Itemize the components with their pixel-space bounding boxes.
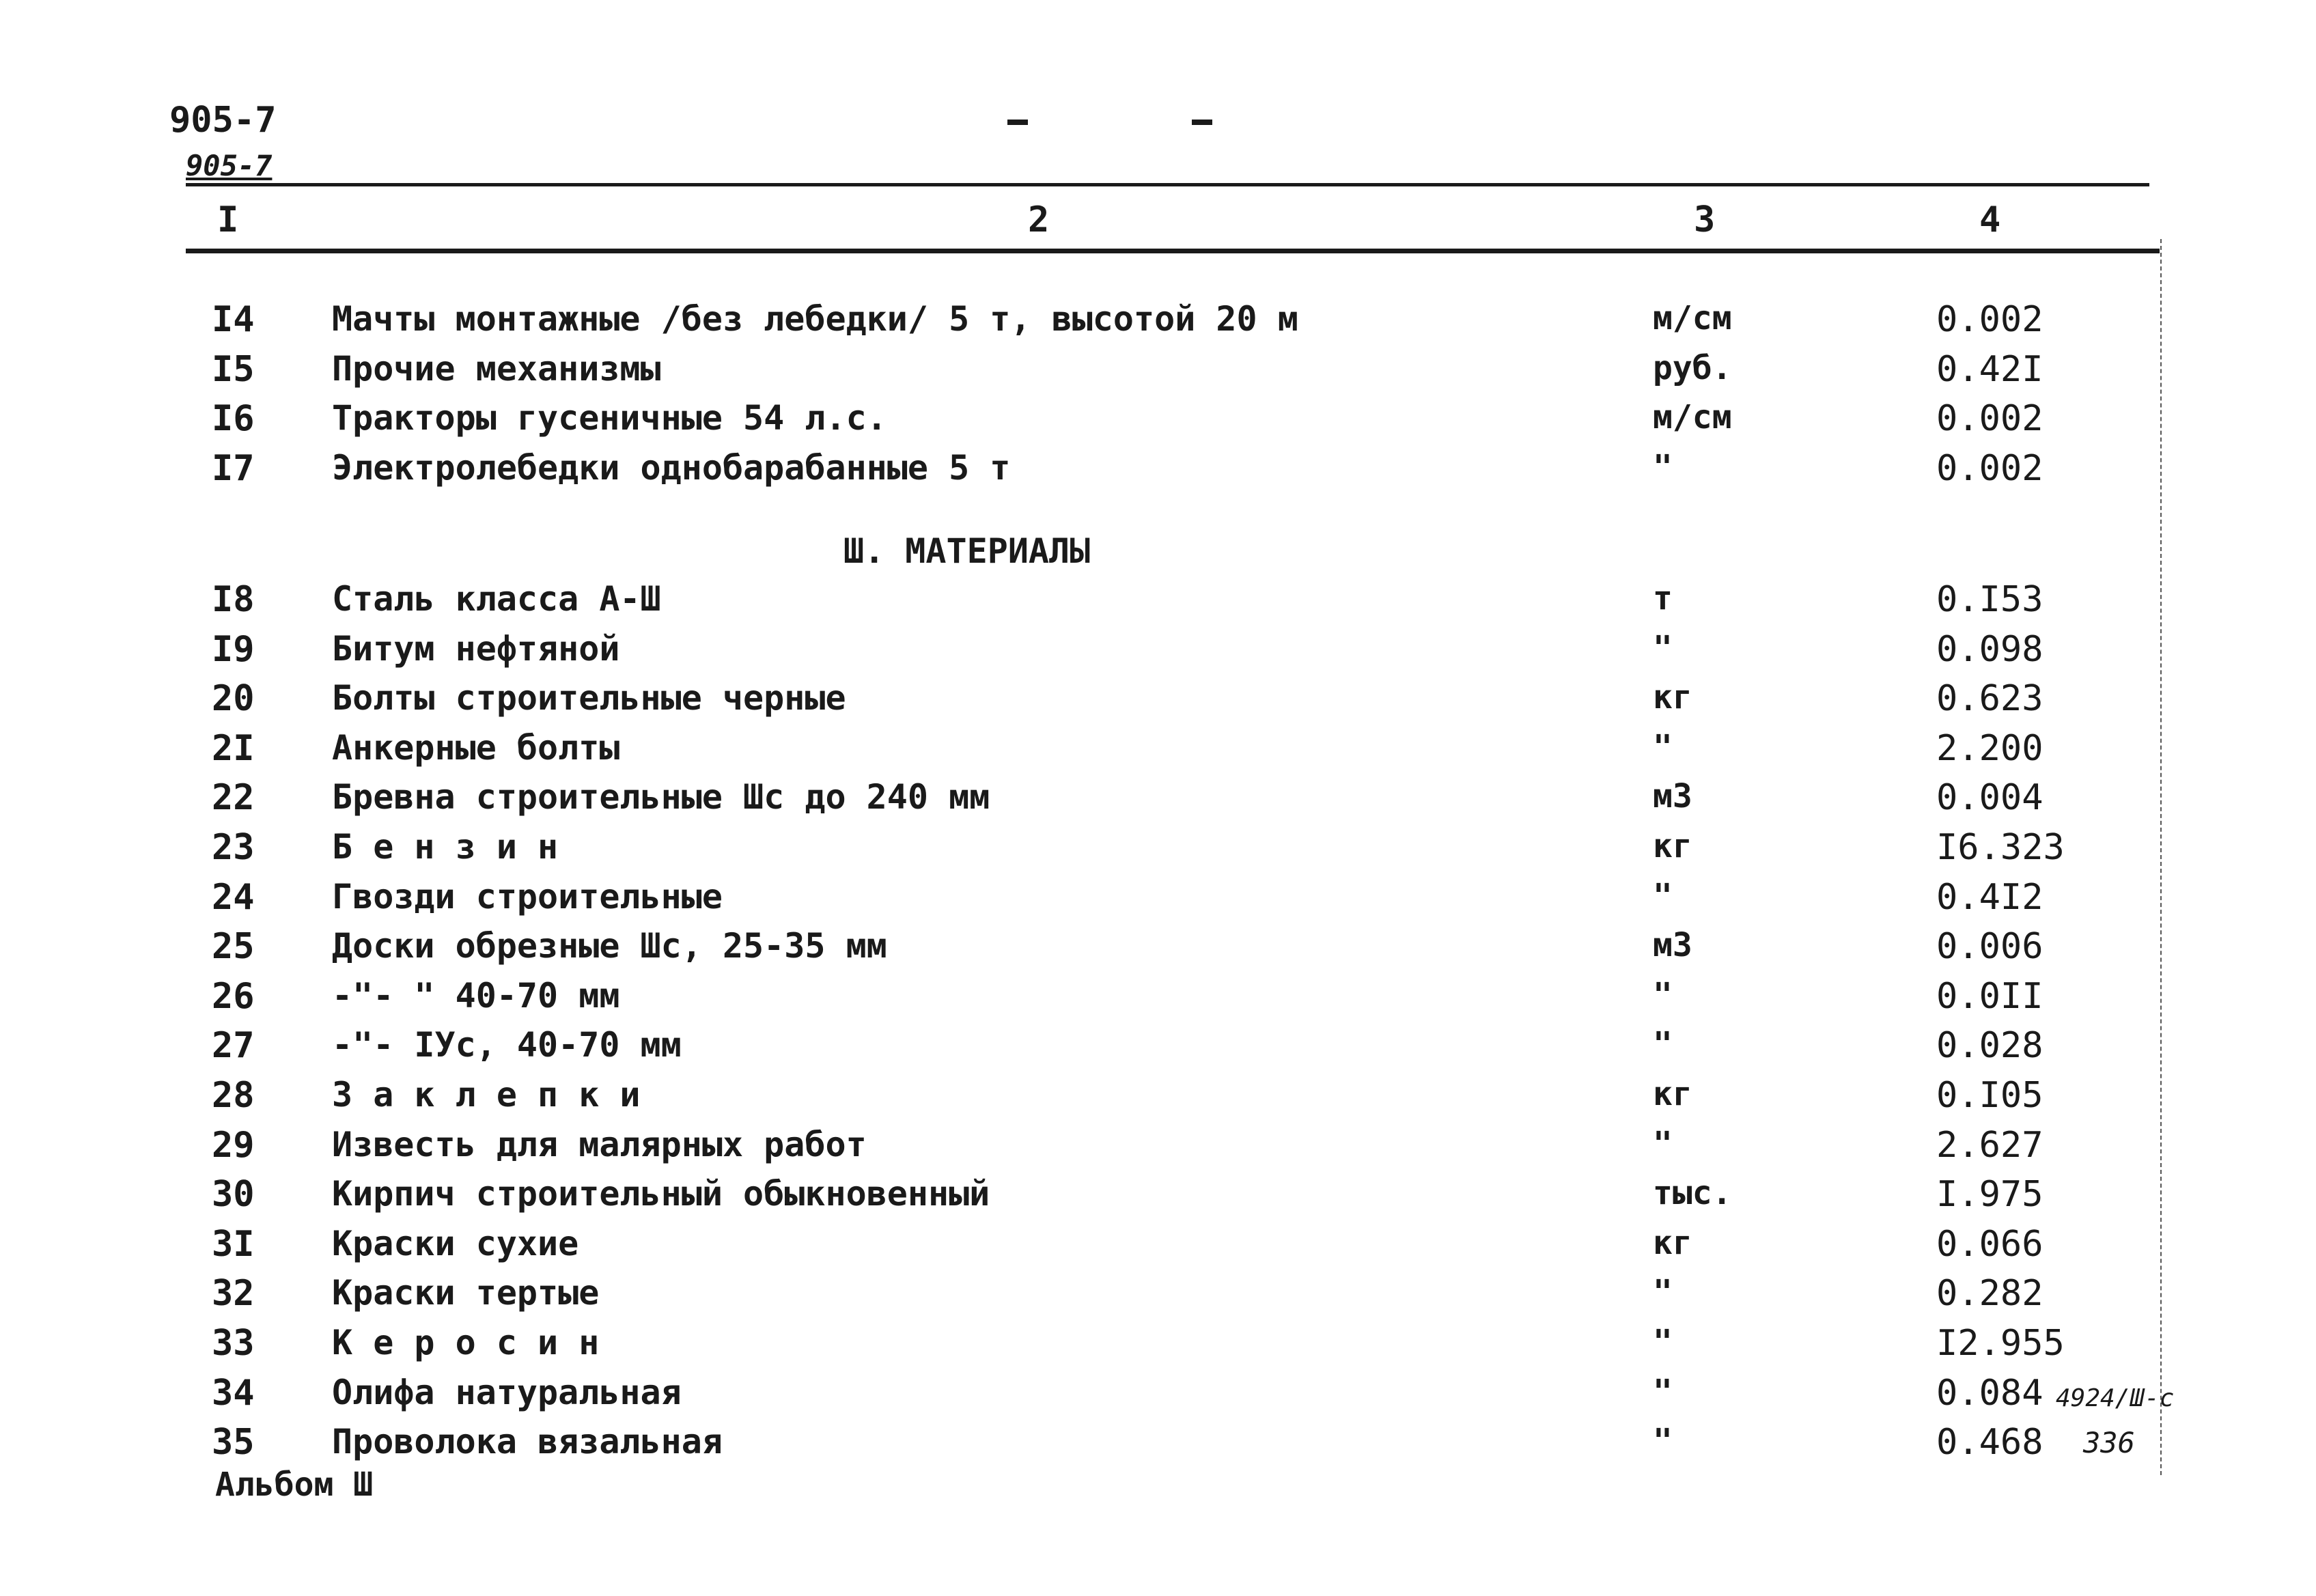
item-quantity: 2.200: [1936, 727, 2043, 769]
row-number: 33: [212, 1323, 255, 1364]
item-unit: кг: [1653, 1075, 1692, 1113]
item-name: Б е н з и н: [332, 827, 559, 867]
item-quantity: 0.006: [1936, 926, 2043, 968]
table-row: [0, 1174, 2316, 1218]
stamp-reference: 4924/Ш-с: [2056, 1384, 2175, 1412]
item-name: З а к л е п к и: [332, 1075, 641, 1115]
item-unit: тыс.: [1653, 1174, 1732, 1213]
album-label: Альбом Ш: [215, 1466, 374, 1504]
table-row: [0, 1422, 2316, 1466]
section-title: Ш. МАТЕРИАЛЫ: [843, 531, 1091, 571]
row-number: 27: [212, 1025, 255, 1067]
item-name: Краски сухие: [332, 1223, 579, 1263]
row-number: 3I: [212, 1223, 255, 1265]
item-unit: ": [1653, 1273, 1673, 1312]
table-row: [0, 976, 2316, 1020]
item-unit: ": [1653, 727, 1673, 766]
item-name: Краски тертые: [332, 1273, 600, 1313]
item-unit: м/см: [1653, 299, 1732, 337]
table-row: [0, 448, 2316, 492]
item-name: Гвозди строительные: [332, 876, 723, 916]
table-row: [0, 1025, 2316, 1069]
item-name: Сталь класса А-Ш: [332, 579, 661, 619]
row-number: I8: [212, 579, 255, 620]
item-name: Анкерные болты: [332, 727, 620, 768]
item-unit: ": [1653, 975, 1673, 1014]
column-header-2: 2: [1028, 199, 1050, 240]
table-row: [0, 1373, 2316, 1416]
row-number: 32: [212, 1273, 255, 1315]
item-quantity: 0.066: [1936, 1223, 2043, 1265]
item-name: К е р о с и н: [332, 1323, 600, 1362]
item-quantity: 0.42I: [1936, 348, 2043, 390]
row-number: I4: [212, 299, 255, 340]
column-header-3: 3: [1694, 199, 1716, 240]
item-quantity: 0.004: [1936, 777, 2043, 819]
item-name: Кирпич строительный обыкновенный: [332, 1174, 990, 1214]
table-row: [0, 877, 2316, 921]
row-number: 24: [212, 876, 255, 918]
item-name: Битум нефтяной: [332, 628, 620, 669]
item-name: -"- " 40-70 мм: [332, 975, 620, 1016]
item-quantity: 0.002: [1936, 447, 2043, 489]
table-header-rule: [186, 249, 2160, 253]
item-unit: м/см: [1653, 398, 1732, 436]
item-name: Электролебедки однобарабанные 5 т: [332, 447, 1011, 488]
table-row: [0, 1125, 2316, 1168]
item-quantity: 0.I05: [1936, 1075, 2043, 1116]
table-row: [0, 827, 2316, 871]
row-number: 20: [212, 678, 255, 720]
item-quantity: I.975: [1936, 1174, 2043, 1216]
row-number: 34: [212, 1372, 255, 1414]
table-row: [0, 926, 2316, 970]
item-unit: ": [1653, 1124, 1673, 1163]
header-dash-mark: [1007, 120, 1028, 125]
item-unit: руб.: [1653, 348, 1732, 387]
header-dash-mark: [1192, 120, 1212, 125]
item-quantity: 0.028: [1936, 1025, 2043, 1067]
row-number: I6: [212, 398, 255, 439]
row-number: I7: [212, 447, 255, 489]
row-number: 23: [212, 827, 255, 868]
table-row: [0, 398, 2316, 442]
table-row: [0, 1323, 2316, 1367]
row-number: 29: [212, 1124, 255, 1166]
item-unit: кг: [1653, 678, 1692, 717]
page-number: 336: [2083, 1426, 2135, 1459]
table-row: [0, 349, 2316, 393]
table-row: [0, 1224, 2316, 1268]
table-row: [0, 299, 2316, 343]
table-row: [0, 629, 2316, 673]
column-header-4: 4: [1979, 199, 2001, 240]
document-code-underlined: 905-7: [186, 149, 273, 182]
item-quantity: 0.623: [1936, 678, 2043, 720]
item-quantity: 0.002: [1936, 398, 2043, 439]
item-unit: ": [1653, 628, 1673, 667]
item-unit: ": [1653, 876, 1673, 915]
item-unit: ": [1653, 1422, 1673, 1461]
table-row: [0, 579, 2316, 623]
item-name: Болты строительные черные: [332, 678, 846, 718]
item-quantity: 0.I53: [1936, 579, 2043, 620]
table-row: [0, 777, 2316, 821]
item-quantity: 0.002: [1936, 299, 2043, 340]
document-code: 905-7: [169, 100, 277, 141]
row-number: 22: [212, 777, 255, 819]
item-name: Бревна строительные Шс до 240 мм: [332, 777, 990, 817]
item-name: Прочие механизмы: [332, 348, 661, 389]
row-number: 28: [212, 1075, 255, 1116]
item-quantity: 2.627: [1936, 1124, 2043, 1166]
item-unit: кг: [1653, 827, 1692, 865]
item-quantity: 0.0II: [1936, 975, 2043, 1017]
item-name: Известь для малярных работ: [332, 1124, 867, 1164]
column-header-1: I: [217, 199, 239, 240]
row-number: 26: [212, 975, 255, 1017]
row-number: I5: [212, 348, 255, 390]
item-name: Проволока вязальная: [332, 1422, 723, 1462]
table-top-rule: [186, 183, 2149, 186]
table-row: [0, 1075, 2316, 1119]
item-unit: ": [1653, 1025, 1673, 1064]
item-quantity: 0.4I2: [1936, 876, 2043, 918]
item-unit: м3: [1653, 777, 1692, 816]
item-quantity: 0.084: [1936, 1372, 2043, 1414]
item-unit: ": [1653, 447, 1673, 486]
item-quantity: 0.468: [1936, 1422, 2043, 1464]
table-row: [0, 728, 2316, 772]
item-name: Доски обрезные Шс, 25-35 мм: [332, 926, 887, 966]
row-number: 25: [212, 926, 255, 968]
row-number: 35: [212, 1422, 255, 1464]
item-unit: кг: [1653, 1223, 1692, 1262]
item-name: Мачты монтажные /без лебедки/ 5 т, высотой 20 м: [332, 299, 1298, 339]
item-name: Олифа натуральная: [332, 1372, 682, 1412]
item-quantity: 0.098: [1936, 628, 2043, 670]
item-unit: ": [1653, 1323, 1673, 1361]
table-row: [0, 1273, 2316, 1317]
item-unit: м3: [1653, 926, 1692, 965]
item-unit: ": [1653, 1372, 1673, 1411]
item-name: Тракторы гусеничные 54 л.с.: [332, 398, 887, 438]
item-quantity: 0.282: [1936, 1273, 2043, 1315]
item-name: -"- IУс, 40-70 мм: [332, 1025, 682, 1065]
item-unit: т: [1653, 579, 1673, 617]
row-number: I9: [212, 628, 255, 670]
table-row: [0, 678, 2316, 722]
item-quantity: I6.323: [1936, 827, 2065, 868]
row-number: 30: [212, 1174, 255, 1216]
row-number: 2I: [212, 727, 255, 769]
item-quantity: I2.955: [1936, 1323, 2065, 1364]
